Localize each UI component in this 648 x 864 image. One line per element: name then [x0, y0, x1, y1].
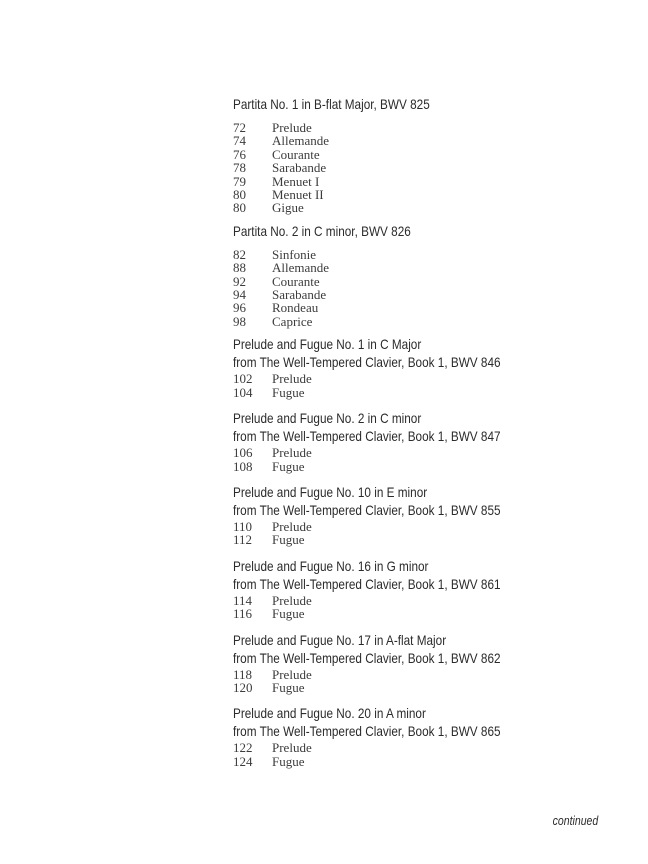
entry-title: Fugue [272, 679, 305, 695]
section-title-line: from The Well-Tempered Clavier, Book 1, BWV 846 [233, 354, 501, 371]
section-title-line: Partita No. 2 in C minor, BWV 826 [233, 222, 411, 239]
table-of-contents [233, 95, 633, 778]
entry-page-number: 110 [233, 518, 253, 534]
toc-entry [233, 301, 633, 314]
section-title-line: Prelude and Fugue No. 1 in C Major [233, 336, 422, 353]
entry-title: Fugue [272, 606, 305, 622]
continued-label: continued [552, 814, 598, 828]
toc-entry [233, 275, 633, 288]
section-title-line: from The Well-Tempered Clavier, Book 1, BWV 862 [233, 649, 501, 666]
entry-title: Rondeau [272, 300, 319, 316]
section-title-block [233, 409, 633, 445]
toc-entry [233, 315, 633, 328]
section-entries [233, 248, 633, 328]
section-title-line: Prelude and Fugue No. 16 in G minor [233, 557, 429, 574]
toc-entry [233, 201, 633, 214]
toc-section [233, 409, 633, 473]
section-title-line: Prelude and Fugue No. 20 in A minor [233, 705, 426, 722]
section-entries [233, 594, 633, 621]
section-title-line: from The Well-Tempered Clavier, Book 1, BWV 847 [233, 428, 501, 445]
entry-title: Gigue [272, 200, 304, 216]
entry-page-number: 72 [233, 120, 246, 135]
entry-page-number: 74 [233, 133, 246, 149]
entry-page-number: 94 [233, 287, 246, 303]
entry-title: Menuet II [272, 187, 324, 203]
entry-page-number: 108 [233, 458, 253, 474]
entry-page-number: 124 [233, 753, 253, 769]
entry-page-number: 80 [233, 200, 246, 216]
entry-title: Sarabande [272, 287, 327, 303]
section-title-block [233, 95, 633, 113]
toc-section [233, 704, 633, 768]
toc-entry [233, 372, 633, 385]
entry-title: Prelude [272, 371, 312, 387]
toc-entry [233, 668, 633, 681]
entry-page-number: 78 [233, 160, 246, 176]
entry-title: Courante [272, 273, 320, 289]
section-entries [233, 372, 633, 399]
entry-title: Prelude [272, 740, 312, 756]
entry-page-number: 120 [233, 679, 253, 695]
entry-title: Allemande [272, 260, 330, 276]
toc-entry [233, 446, 633, 459]
entry-page-number: 114 [233, 592, 253, 608]
toc-entry [233, 288, 633, 301]
toc-entry [233, 520, 633, 533]
entry-title: Prelude [272, 120, 312, 135]
entry-title: Prelude [272, 518, 312, 534]
toc-entry [233, 188, 633, 201]
entry-page-number: 106 [233, 445, 253, 461]
section-title-line: from The Well-Tempered Clavier, Book 1, BWV 855 [233, 501, 501, 518]
section-entries [233, 446, 633, 473]
toc-entry [233, 533, 633, 546]
section-title-block [233, 335, 633, 371]
section-title-block [233, 631, 633, 667]
entry-title: Courante [272, 146, 320, 162]
section-entries [233, 741, 633, 768]
entry-page-number: 102 [233, 371, 253, 387]
toc-section [233, 631, 633, 695]
toc-section [233, 557, 633, 621]
toc-entry [233, 161, 633, 174]
entry-page-number: 116 [233, 606, 253, 622]
toc-entry [233, 121, 633, 134]
toc-section [233, 222, 633, 328]
section-title-line: from The Well-Tempered Clavier, Book 1, BWV 865 [233, 723, 501, 740]
entry-title: Prelude [272, 592, 312, 608]
entry-title: Sinfonie [272, 246, 317, 262]
toc-entry [233, 741, 633, 754]
toc-entry [233, 148, 633, 161]
entry-page-number: 122 [233, 740, 253, 756]
section-entries [233, 121, 633, 215]
toc-entry [233, 755, 633, 768]
section-title-line: Prelude and Fugue No. 17 in A-flat Major [233, 631, 447, 648]
section-title-block [233, 557, 633, 593]
entry-title: Caprice [272, 313, 313, 329]
section-title-line: Prelude and Fugue No. 2 in C minor [233, 410, 422, 427]
section-title-block [233, 483, 633, 519]
section-entries [233, 520, 633, 547]
entry-page-number: 96 [233, 300, 246, 316]
section-title-line: Partita No. 1 in B-flat Major, BWV 825 [233, 96, 430, 112]
toc-entry [233, 681, 633, 694]
toc-entry [233, 248, 633, 261]
entry-page-number: 88 [233, 260, 246, 276]
section-title-block [233, 222, 633, 240]
entry-page-number: 80 [233, 187, 246, 203]
toc-entry [233, 594, 633, 607]
section-title-block [233, 704, 633, 740]
entry-title: Allemande [272, 133, 330, 149]
toc-entry [233, 134, 633, 147]
entry-title: Prelude [272, 445, 312, 461]
entry-title: Prelude [272, 666, 312, 682]
toc-section [233, 95, 633, 215]
toc-entry [233, 175, 633, 188]
entry-title: Fugue [272, 458, 305, 474]
entry-title: Menuet I [272, 173, 320, 189]
entry-page-number: 104 [233, 384, 253, 400]
entry-page-number: 79 [233, 173, 246, 189]
section-entries [233, 668, 633, 695]
entry-title: Fugue [272, 532, 305, 548]
entry-title: Sarabande [272, 160, 327, 176]
entry-page-number: 76 [233, 146, 246, 162]
toc-entry [233, 386, 633, 399]
entry-page-number: 118 [233, 666, 253, 682]
section-title-line: Prelude and Fugue No. 10 in E minor [233, 483, 428, 500]
toc-entry [233, 607, 633, 620]
toc-section [233, 483, 633, 547]
entry-page-number: 98 [233, 313, 246, 329]
entry-page-number: 82 [233, 246, 246, 262]
entry-title: Fugue [272, 753, 305, 769]
section-title-line: from The Well-Tempered Clavier, Book 1, BWV 861 [233, 575, 501, 592]
toc-entry [233, 460, 633, 473]
entry-page-number: 112 [233, 532, 253, 548]
toc-entry [233, 261, 633, 274]
toc-section [233, 335, 633, 399]
entry-page-number: 92 [233, 273, 246, 289]
entry-title: Fugue [272, 384, 305, 400]
